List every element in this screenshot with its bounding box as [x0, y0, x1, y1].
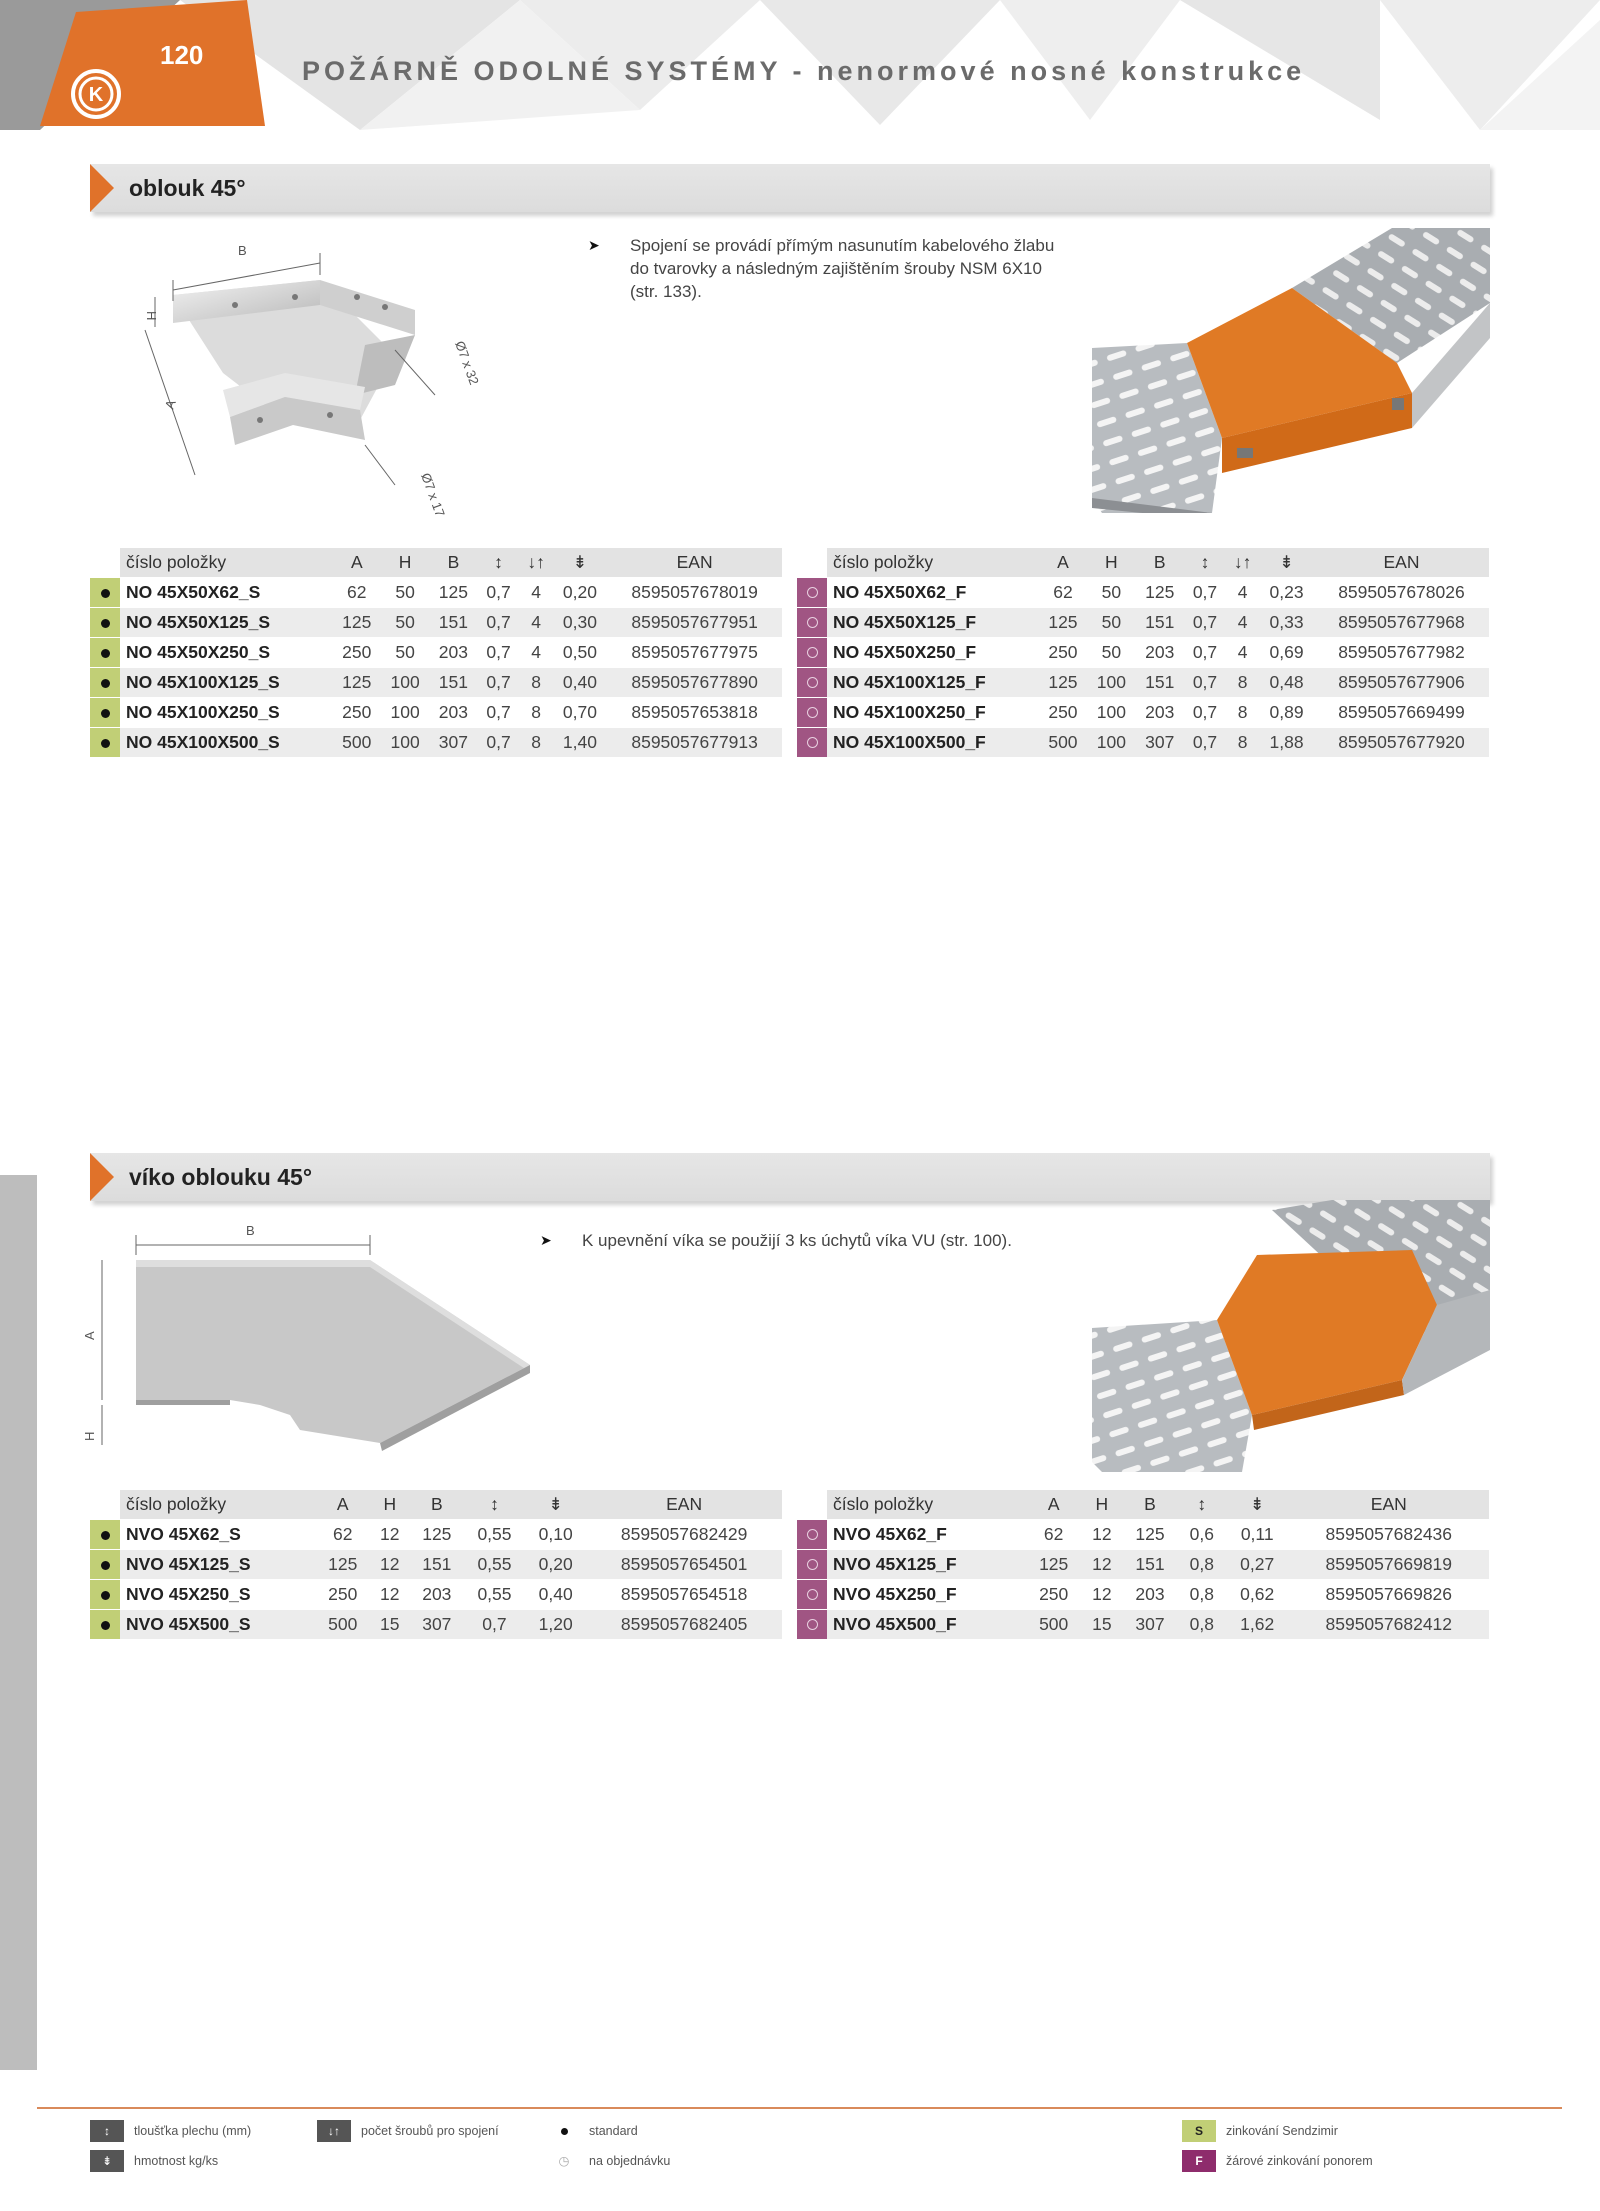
table-bend-sendzimir [90, 548, 782, 757]
bullet-arrow-icon: ➤ [540, 1232, 552, 1248]
table-row: NVO 45X250_F 250 12 203 0,8 0,62 8595057669826 [797, 1579, 1489, 1609]
table-row: NO 45X100X500_S 500 100 307 0,7 8 1,40 8595057677913 [90, 727, 782, 757]
table-cover-sendzimir [90, 1490, 782, 1639]
standard-dot-icon [101, 1561, 110, 1570]
section1-note: ➤ Spojení se provádí přímým nasunutím kabelového žlabu do tvarovky a následným zajištěním šrouby NSM 6X10 (str. 133). [588, 236, 1055, 301]
on-order-clock-icon [807, 1559, 818, 1570]
legend-hot-dip: žárové zinkování ponorem [1226, 2154, 1373, 2168]
section-title-bar-viko [90, 1153, 1490, 1201]
bend-technical-drawing [125, 235, 525, 535]
col-thickness-icon: ↕ [478, 548, 520, 577]
on-order-clock-icon [807, 587, 818, 598]
dim-label-a: A [161, 397, 179, 412]
dim-label-h: H [144, 311, 159, 321]
footer-divider [37, 2107, 1562, 2109]
on-order-clock-icon [807, 707, 818, 718]
page-header [0, 0, 1600, 130]
standard-dot-icon [101, 679, 110, 688]
standard-dot-icon [101, 619, 110, 628]
col-h: H [381, 548, 429, 577]
bend-product-photo [1092, 228, 1490, 513]
table-row: NVO 45X125_F 125 12 151 0,8 0,27 8595057669819 [797, 1549, 1489, 1579]
dim-label-b: B [246, 1223, 255, 1238]
legend-screws: počet šroubů pro spojení [361, 2124, 499, 2138]
table-row: NO 45X50X250_S 250 50 203 0,7 4 0,50 8595057677975 [90, 637, 782, 667]
col-ean: EAN [607, 548, 782, 577]
on-order-clock-icon [807, 737, 818, 748]
legend-weight: hmotnost kg/ks [134, 2154, 219, 2168]
table-bend-hot-dip [797, 548, 1489, 757]
on-order-clock-icon [807, 1589, 818, 1600]
section-title: víko oblouku 45° [129, 1164, 313, 1190]
on-order-clock-icon [807, 647, 818, 658]
table-row: NO 45X100X500_F 500 100 307 0,7 8 1,88 8595057677920 [797, 727, 1489, 757]
on-order-clock-icon [807, 1619, 818, 1630]
bullet-arrow-icon: ➤ [588, 237, 600, 253]
svg-text:K: K [88, 84, 104, 106]
dim-label-b: B [238, 243, 247, 258]
standard-dot-icon [101, 649, 110, 658]
hot-dip-badge: F [1182, 2150, 1216, 2172]
table-header-row [90, 548, 782, 577]
col-a: A [333, 548, 381, 577]
table-row: NO 45X50X62_S 62 50 125 0,7 4 0,20 8595057678019 [90, 577, 782, 607]
standard-dot-icon [101, 1591, 110, 1600]
standard-dot-icon [101, 589, 110, 598]
table-row: NO 45X50X125_S 125 50 151 0,7 4 0,30 8595057677951 [90, 607, 782, 637]
dim-label-h: H [82, 1431, 97, 1441]
col-weight-icon: ⇟ [553, 548, 608, 577]
table-row: NVO 45X500_F 500 15 307 0,8 1,62 8595057682412 [797, 1609, 1489, 1639]
table-row: NVO 45X62_F 62 12 125 0,6 0,11 8595057682436 [797, 1519, 1489, 1549]
page-number: 120 [160, 40, 204, 70]
table-row: NO 45X100X125_S 125 100 151 0,7 8 0,40 8595057677890 [90, 667, 782, 697]
table-row: NVO 45X250_S 250 12 203 0,55 0,40 8595057654518 [90, 1579, 782, 1609]
table-row: NO 45X100X250_S 250 100 203 0,7 8 0,70 8595057653818 [90, 697, 782, 727]
table-header-row: číslo položky A H B ↕ ⇟ EAN [90, 1490, 782, 1519]
col-screws-icon: ↓↑ [520, 548, 553, 577]
table-row: NVO 45X125_S 125 12 151 0,55 0,20 8595057654501 [90, 1549, 782, 1579]
side-bar [0, 1175, 37, 2070]
legend-sendzimir: zinkování Sendzimir [1226, 2124, 1338, 2138]
table-cover-hot-dip [797, 1490, 1489, 1639]
standard-dot-icon [101, 739, 110, 748]
cover-product-photo [1092, 1200, 1490, 1472]
section-title: oblouk 45° [129, 175, 246, 201]
table-row: NO 45X50X250_F 250 50 203 0,7 4 0,69 8595057677982 [797, 637, 1489, 667]
cover-technical-drawing [80, 1215, 540, 1455]
table-row: NO 45X50X125_F 125 50 151 0,7 4 0,33 8595057677968 [797, 607, 1489, 637]
table-header-row: číslo položky A H B ↕ ↓↑ ⇟ EAN [797, 548, 1489, 577]
on-order-clock-icon [807, 677, 818, 688]
on-order-clock-icon [807, 1529, 818, 1540]
standard-dot-icon [101, 709, 110, 718]
table-row: NO 45X50X62_F 62 50 125 0,7 4 0,23 8595057678026 [797, 577, 1489, 607]
section-marker-icon [90, 164, 114, 212]
dim-label-a: A [82, 1331, 97, 1340]
screws-icon: ↓↑ [317, 2120, 351, 2142]
table-row: NO 45X100X125_F 125 100 151 0,7 8 0,48 8595057677906 [797, 667, 1489, 697]
company-logo-icon [70, 68, 122, 120]
table-row: NO 45X100X250_F 250 100 203 0,7 8 0,89 8595057669499 [797, 697, 1489, 727]
section-marker-icon [90, 1153, 114, 1201]
section-title-bar-oblouk [90, 164, 1490, 212]
standard-dot-icon [101, 1621, 110, 1630]
sendzimir-badge: S [1182, 2120, 1216, 2142]
table-row: NVO 45X500_S 500 15 307 0,7 1,20 8595057682405 [90, 1609, 782, 1639]
dim-label-hole-large: Ø7 x 32 [452, 338, 482, 387]
legend-on-order: na objednávku [589, 2154, 671, 2168]
col-b: B [429, 548, 477, 577]
table-header-row: číslo položky A H B ↕ ⇟ EAN [797, 1490, 1489, 1519]
table-row: NVO 45X62_S 62 12 125 0,55 0,10 8595057682429 [90, 1519, 782, 1549]
dim-label-hole-small: Ø7 x 17 [418, 470, 448, 519]
on-order-clock-icon [807, 617, 818, 628]
col-item-number: číslo položky [120, 548, 333, 577]
section2-note: ➤ K upevnění víka se použijí 3 ks úchytů víka VU (str. 100). [540, 1231, 1012, 1250]
legend-standard: standard [589, 2124, 638, 2138]
standard-dot-icon [557, 2120, 571, 2142]
weight-icon: ⇟ [90, 2150, 124, 2172]
thickness-icon: ↕ [90, 2120, 124, 2142]
page-title: POŽÁRNĚ ODOLNÉ SYSTÉMY - nenormové nosné konstrukce [302, 56, 1306, 86]
on-order-clock-icon: ◷ [558, 2154, 570, 2168]
legend-thickness: tloušťka plechu (mm) [134, 2124, 252, 2138]
standard-dot-icon [101, 1531, 110, 1540]
